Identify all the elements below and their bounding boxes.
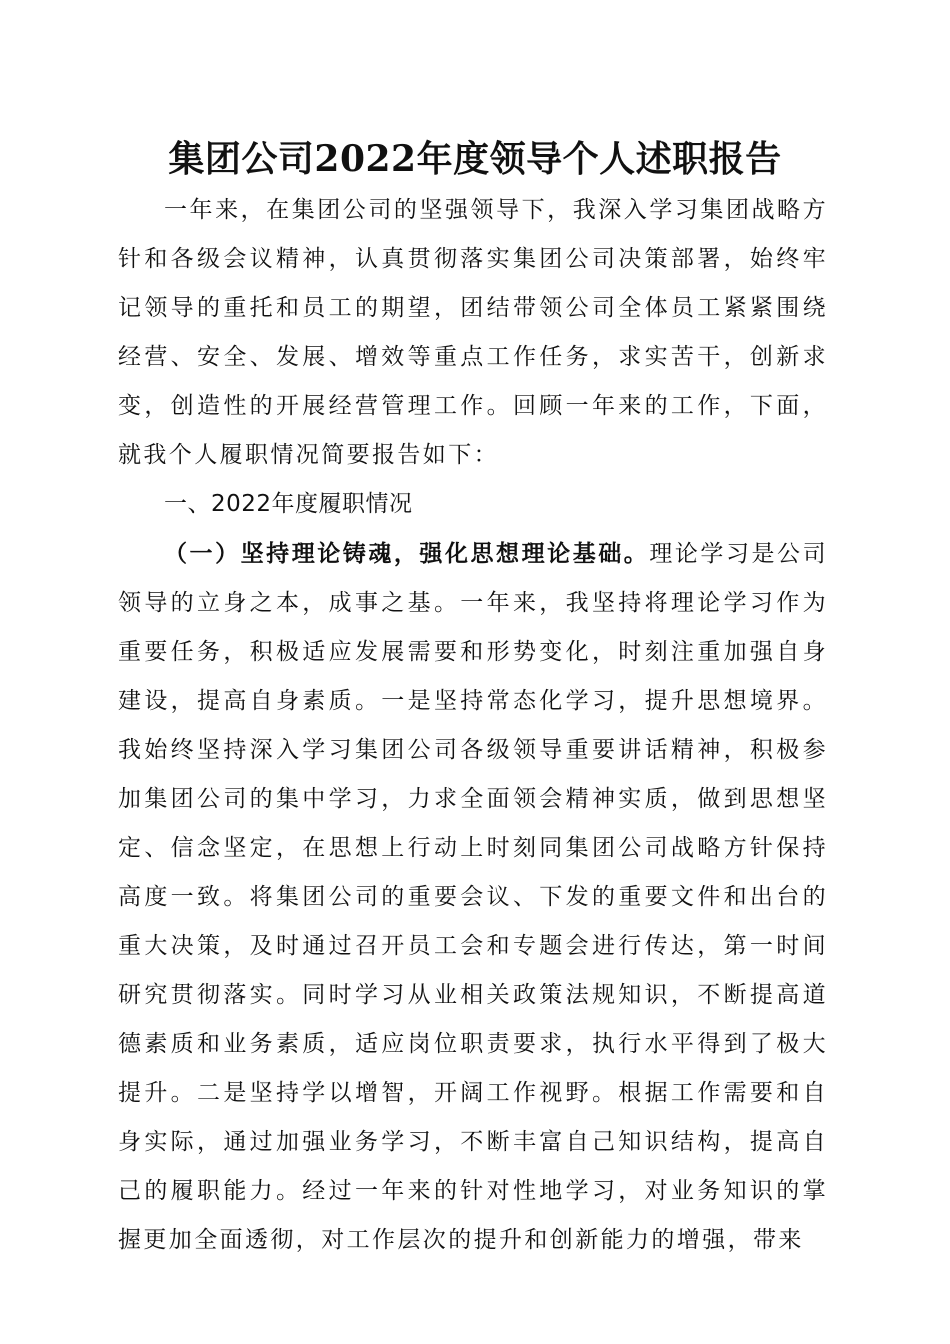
subsection-paragraph — [118, 529, 828, 1265]
document-title: 集团公司2022年度领导个人述职报告 — [168, 138, 782, 180]
subsection-body: 理论学习是公司领导的立身之本，成事之基。一年来，我坚持将理论学习作为重要任务，积极适应发展需要和形势变化，时刻注重加强自身建设，提高自身素质。一是坚持常态化学习，提升思想境界。我始终坚持深入学习集团公司各级领导重要讲话精神，积极参加集团公司的集中学习，力求全面领会精神实质，做到思想坚定、信念坚定，在思想上行动上时刻同集团公司战略方针保持高度一致。将集团公司的重要会议、下发的重要文件和出台的重大决策，及时通过召开员工会和专题会进行传达，第一时间研究贯彻落实。同时学习从业相关政策法规知识，不断提高道德素质和业务素质，适应岗位职责要求，执行水平得到了极大提升。二是坚持学以增智，开阔工作视野。根据工作需要和自身实际，通过加强业务学习，不断丰富自己知识结构，提高自己的履职能力。经过一年来的针对性地学习，对业务知识的掌握更加全面透彻，对工作层次的提升和创新能力的增强，带来 — [118, 541, 828, 1253]
intro-paragraph: 一年来，在集团公司的坚强领导下，我深入学习集团战略方针和各级会议精神，认真贯彻落实集团公司决策部署，始终牢记领导的重托和员工的期望，团结带领公司全体员工紧紧围绕经营、安全、发展、增效等重点工作任务，求实苦干，创新求变，创造性的开展经营管理工作。回顾一年来的工作，下面，就我个人履职情况简要报告如下： — [118, 197, 828, 468]
document-body — [118, 186, 828, 1265]
subsection-lead: （一）坚持理论铸魂，强化思想理论基础。 — [164, 540, 650, 567]
section-heading: 一、2022年度履职情况 — [164, 491, 413, 517]
